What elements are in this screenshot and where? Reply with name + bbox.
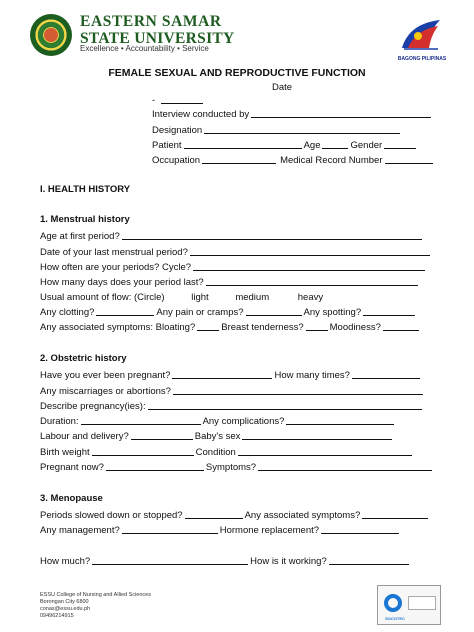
age-first-period-label: Age at first period? bbox=[40, 231, 120, 242]
last-period-label: Date of your last menstrual period? bbox=[40, 247, 188, 258]
certification-ring-icon bbox=[384, 594, 402, 612]
breast-tenderness-label: Breast tenderness? bbox=[221, 322, 304, 333]
certification-logo bbox=[377, 585, 441, 625]
menopause-periods-row bbox=[40, 510, 430, 522]
hormone-replacement-field[interactable] bbox=[321, 525, 399, 534]
menopause-heading: 3. Menopause bbox=[40, 493, 103, 504]
certification-label: SOCOTEC bbox=[385, 616, 405, 621]
bloating-label: Any associated symptoms: Bloating? bbox=[40, 322, 196, 333]
footer-line-1: ESSU College of Nursing and Allied Sciences bbox=[40, 592, 151, 598]
designation-row bbox=[152, 125, 402, 137]
management-label: Any management? bbox=[40, 525, 120, 536]
gender-label: Gender bbox=[350, 140, 383, 151]
pain-label: Any pain or cramps? bbox=[156, 307, 244, 318]
menstrual-symptoms-row bbox=[40, 322, 421, 334]
patient-field[interactable] bbox=[184, 140, 302, 149]
university-name-line2: STATE UNIVERSITY bbox=[80, 29, 235, 47]
flow-light-option[interactable]: light bbox=[191, 292, 209, 303]
how-many-times-label: How many times? bbox=[274, 370, 350, 381]
patient-label: Patient bbox=[152, 140, 182, 151]
footer-address bbox=[40, 592, 151, 620]
duration-field[interactable] bbox=[81, 416, 201, 425]
interview-field[interactable] bbox=[251, 109, 431, 118]
miscarriages-label: Any miscarriages or abortions? bbox=[40, 386, 171, 397]
medical-record-field[interactable] bbox=[385, 155, 433, 164]
age-first-period-field[interactable] bbox=[122, 231, 422, 240]
how-many-days-label: How many days does your period last? bbox=[40, 277, 204, 288]
how-often-label: How often are your periods? Cycle? bbox=[40, 262, 192, 273]
miscarriages-field[interactable] bbox=[173, 386, 423, 395]
interview-row bbox=[152, 109, 433, 121]
obstetric-describe-row bbox=[40, 401, 424, 413]
menstrual-heading: 1. Menstrual history bbox=[40, 214, 130, 225]
university-name-line1: EASTERN SAMAR bbox=[80, 13, 222, 30]
menstrual-clotting-row bbox=[40, 307, 417, 319]
bagong-pilipinas-logo-icon bbox=[398, 18, 444, 52]
how-many-times-field[interactable] bbox=[352, 370, 420, 379]
spotting-field[interactable] bbox=[363, 307, 415, 316]
form-title: FEMALE SEXUAL AND REPRODUCTIVE FUNCTION bbox=[108, 67, 366, 79]
menstrual-flow-row bbox=[40, 292, 323, 304]
hormone-replacement-label: Hormone replacement? bbox=[219, 525, 320, 536]
flow-label: Usual amount of flow: (Circle) bbox=[40, 292, 165, 303]
footer-email: conas@essu.edu.ph bbox=[40, 606, 91, 612]
medical-record-label: Medical Record Number bbox=[280, 155, 383, 166]
obstetric-symptoms-label: Symptoms? bbox=[205, 462, 257, 473]
how-many-days-field[interactable] bbox=[206, 277, 418, 286]
interview-label: Interview conducted by bbox=[152, 109, 250, 120]
moodiness-field[interactable] bbox=[383, 322, 419, 331]
menstrual-how-often-row bbox=[40, 262, 427, 274]
pregnant-now-label: Pregnant now? bbox=[40, 462, 104, 473]
date-row bbox=[152, 95, 205, 107]
obstetric-pregnant-now-row bbox=[40, 462, 434, 474]
designation-label: Designation bbox=[152, 125, 203, 136]
occupation-label: Occupation bbox=[152, 155, 201, 166]
flow-heavy-option[interactable]: heavy bbox=[297, 292, 324, 303]
obstetric-duration-row bbox=[40, 416, 396, 428]
condition-field[interactable] bbox=[238, 447, 412, 456]
age-label: Age bbox=[303, 140, 321, 151]
date-prefix: - bbox=[152, 95, 156, 106]
describe-pregnancy-field[interactable] bbox=[148, 401, 422, 410]
pain-field[interactable] bbox=[246, 307, 302, 316]
complications-label: Any complications? bbox=[202, 416, 285, 427]
obstetric-birth-weight-row bbox=[40, 447, 414, 459]
occupation-row bbox=[152, 155, 435, 167]
occupation-field[interactable] bbox=[202, 155, 276, 164]
university-seal-icon bbox=[30, 14, 72, 56]
clotting-label: Any clotting? bbox=[40, 307, 95, 318]
menopause-symptoms-field[interactable] bbox=[362, 510, 428, 519]
birth-weight-label: Birth weight bbox=[40, 447, 90, 458]
moodiness-label: Moodiness? bbox=[329, 322, 381, 333]
certification-badge-icon bbox=[408, 596, 436, 610]
gender-field[interactable] bbox=[384, 140, 416, 149]
periods-slowed-field[interactable] bbox=[185, 510, 243, 519]
how-much-label: How much? bbox=[40, 556, 91, 567]
obstetric-heading: 2. Obstetric history bbox=[40, 353, 127, 364]
menopause-how-much-row bbox=[40, 556, 411, 568]
management-field[interactable] bbox=[122, 525, 218, 534]
periods-slowed-label: Periods slowed down or stopped? bbox=[40, 510, 183, 521]
babys-sex-label: Baby's sex bbox=[194, 431, 241, 442]
obstetric-pregnant-row bbox=[40, 370, 422, 382]
obstetric-miscarriages-row bbox=[40, 386, 425, 398]
duration-label: Duration: bbox=[40, 416, 79, 427]
describe-pregnancy-label: Describe pregnancy(ies): bbox=[40, 401, 146, 412]
university-name bbox=[80, 14, 235, 46]
how-working-label: How is it working? bbox=[250, 556, 327, 567]
age-field[interactable] bbox=[322, 140, 348, 149]
spotting-label: Any spotting? bbox=[303, 307, 362, 318]
ever-pregnant-label: Have you ever been pregnant? bbox=[40, 370, 171, 381]
date-field[interactable] bbox=[161, 95, 203, 104]
bloating-field[interactable] bbox=[197, 322, 219, 331]
birth-weight-field[interactable] bbox=[92, 447, 194, 456]
footer-phone: 09496214915 bbox=[40, 613, 74, 619]
condition-label: Condition bbox=[195, 447, 236, 458]
clotting-field[interactable] bbox=[96, 307, 154, 316]
obstetric-labour-row bbox=[40, 431, 394, 443]
last-period-field[interactable] bbox=[190, 247, 430, 256]
bagong-pilipinas-text: BAGONG PILIPINAS bbox=[397, 56, 447, 62]
menstrual-age-first-row bbox=[40, 231, 424, 243]
how-often-field[interactable] bbox=[193, 262, 425, 271]
how-much-field[interactable] bbox=[92, 556, 248, 565]
menopause-symptoms-label: Any associated symptoms? bbox=[244, 510, 361, 521]
patient-row bbox=[152, 140, 418, 152]
university-tagline: Excellence • Accountability • Service bbox=[80, 44, 209, 53]
complications-field[interactable] bbox=[286, 416, 394, 425]
obstetric-symptoms-field[interactable] bbox=[258, 462, 432, 471]
menstrual-days-row bbox=[40, 277, 420, 289]
date-label: Date bbox=[272, 82, 293, 93]
menstrual-last-period-row bbox=[40, 247, 432, 259]
ever-pregnant-field[interactable] bbox=[172, 370, 272, 379]
babys-sex-field[interactable] bbox=[242, 431, 392, 440]
labour-delivery-label: Labour and delivery? bbox=[40, 431, 129, 442]
footer-line-2: Borongan City 6800 bbox=[40, 599, 89, 605]
labour-delivery-field[interactable] bbox=[131, 431, 193, 440]
pregnant-now-field[interactable] bbox=[106, 462, 204, 471]
menopause-management-row bbox=[40, 525, 401, 537]
designation-field[interactable] bbox=[204, 125, 400, 134]
breast-tenderness-field[interactable] bbox=[306, 322, 328, 331]
health-history-heading: I. HEALTH HISTORY bbox=[40, 184, 131, 195]
how-working-field[interactable] bbox=[329, 556, 409, 565]
flow-medium-option[interactable]: medium bbox=[235, 292, 270, 303]
